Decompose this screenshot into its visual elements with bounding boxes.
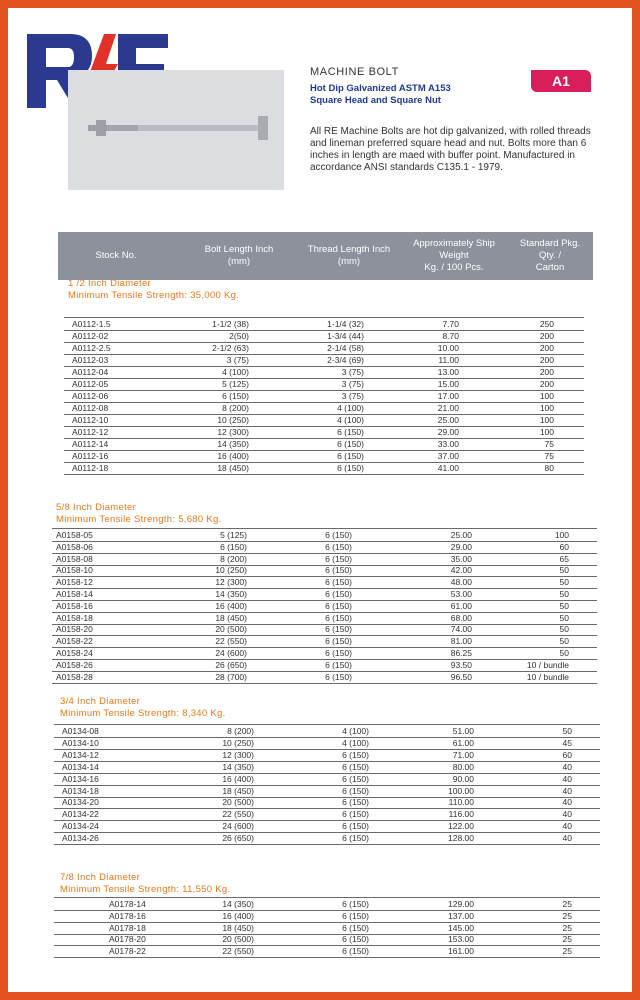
cell-standard-pkg: 10 / bundle — [526, 659, 569, 670]
cell-bolt-length: 16 (400) — [222, 910, 254, 921]
cell-standard-pkg: 60 — [559, 541, 569, 552]
cell-stock-no: A0158-24 — [56, 648, 93, 658]
cell-ship-weight: 81.00 — [450, 636, 472, 647]
cell-ship-weight: 90.00 — [452, 773, 474, 784]
cell-stock-no: A0134-24 — [62, 821, 99, 832]
cell-ship-weight: 33.00 — [437, 439, 459, 449]
catalog-page — [8, 8, 632, 992]
cell-bolt-length: 8 (200) — [222, 403, 249, 413]
col-bolt-length: Bolt Length Inch (mm) — [204, 244, 274, 267]
cell-standard-pkg: 50 — [559, 612, 569, 623]
cell-ship-weight: 10.00 — [437, 343, 459, 353]
cell-bolt-length: 14 (350) — [215, 589, 247, 599]
cell-ship-weight: 53.00 — [450, 589, 472, 599]
cell-bolt-length: 24 (600) — [222, 821, 254, 832]
cell-stock-no: A0134-20 — [62, 797, 99, 808]
cell-thread-length: 3 (75) — [341, 367, 364, 377]
cell-ship-weight: 86.25 — [450, 648, 472, 658]
cell-bolt-length: 5 (125) — [222, 379, 249, 389]
cell-thread-length: 6 (150) — [325, 612, 352, 623]
section-diameter-title: 1 /2 Inch Diameter — [68, 278, 152, 289]
cell-stock-no: A0112-1.5 — [72, 319, 111, 329]
page-title: MACHINE BOLT — [310, 66, 399, 78]
section-tensile-title: Minimum Tensile Strength: 8,340 Kg. — [60, 708, 226, 719]
cell-thread-length: 6 (150) — [325, 659, 352, 670]
cell-thread-length: 2-3/4 (69) — [327, 355, 364, 365]
col-standard-pkg: Standard Pkg. Qty. / Carton — [519, 238, 581, 273]
cell-ship-weight: 100.00 — [448, 785, 474, 796]
cell-ship-weight: 11.00 — [438, 355, 459, 365]
cell-thread-length: 6 (150) — [325, 541, 352, 552]
cell-thread-length: 6 (150) — [342, 833, 369, 844]
cell-ship-weight: 42.00 — [450, 565, 472, 576]
cell-ship-weight: 48.00 — [450, 577, 472, 588]
cell-ship-weight: 68.00 — [450, 612, 472, 623]
cell-stock-no: A0178-22 — [109, 946, 146, 957]
table-row — [64, 462, 584, 475]
cell-standard-pkg: 50 — [562, 726, 572, 736]
cell-bolt-length: 8 (200) — [227, 726, 254, 736]
cell-standard-pkg: 200 — [539, 331, 554, 341]
cell-thread-length: 6 (150) — [342, 922, 369, 933]
cell-standard-pkg: 60 — [562, 749, 572, 760]
table-row — [54, 945, 600, 958]
cell-thread-length: 6 (150) — [325, 553, 352, 564]
cell-thread-length: 6 (150) — [337, 427, 364, 437]
cell-thread-length: 6 (150) — [325, 648, 352, 658]
cell-ship-weight: 145.00 — [448, 922, 474, 933]
cell-thread-length: 1-1/4 (32) — [327, 319, 364, 329]
cell-thread-length: 6 (150) — [342, 946, 369, 957]
cell-stock-no: A0134-14 — [62, 761, 99, 772]
cell-thread-length: 6 (150) — [342, 773, 369, 784]
cell-standard-pkg: 50 — [559, 624, 569, 635]
cell-thread-length: 6 (150) — [342, 821, 369, 832]
cell-stock-no: A0178-14 — [109, 899, 146, 909]
cell-thread-length: 6 (150) — [342, 797, 369, 808]
cell-ship-weight: 41.00 — [437, 463, 459, 473]
cell-ship-weight: 122.00 — [448, 821, 474, 832]
cell-ship-weight: 161.00 — [448, 946, 474, 957]
cell-stock-no: A0158-10 — [56, 565, 93, 576]
cell-standard-pkg: 100 — [539, 403, 554, 413]
cell-stock-no: A0158-26 — [56, 659, 93, 670]
cell-ship-weight: 71.00 — [452, 749, 474, 760]
cell-standard-pkg: 80 — [544, 463, 554, 473]
cell-standard-pkg: 40 — [562, 797, 572, 808]
cell-bolt-length: 28 (700) — [215, 671, 247, 682]
cell-standard-pkg: 40 — [562, 821, 572, 832]
cell-bolt-length: 2-1/2 (63) — [212, 343, 249, 353]
cell-standard-pkg: 100 — [554, 530, 569, 540]
section-tensile-title: Minimum Tensile Strength: 35,000 Kg. — [68, 290, 240, 301]
cell-standard-pkg: 25 — [562, 899, 572, 909]
cell-thread-length: 4 (100) — [337, 403, 364, 413]
cell-standard-pkg: 50 — [559, 648, 569, 658]
cell-stock-no: A0134-10 — [62, 737, 99, 748]
cell-bolt-length: 20 (500) — [222, 934, 254, 945]
cell-thread-length: 4 (100) — [342, 737, 369, 748]
cell-ship-weight: 37.00 — [437, 451, 459, 461]
cell-thread-length: 6 (150) — [325, 589, 352, 599]
cell-standard-pkg: 200 — [539, 355, 554, 365]
col-thread-length: Thread Length Inch (mm) — [307, 244, 391, 267]
cell-stock-no: A0158-06 — [56, 541, 93, 552]
cell-ship-weight: 13.00 — [437, 367, 459, 377]
cell-bolt-length: 20 (500) — [215, 624, 247, 635]
cell-stock-no: A0178-20 — [109, 934, 146, 945]
cell-thread-length: 6 (150) — [325, 577, 352, 588]
cell-thread-length: 6 (150) — [342, 934, 369, 945]
cell-bolt-length: 14 (350) — [222, 899, 254, 909]
subtitle-galvanized: Hot Dip Galvanized ASTM A153 — [310, 83, 451, 94]
cell-standard-pkg: 100 — [539, 391, 554, 401]
cell-thread-length: 6 (150) — [325, 600, 352, 611]
cell-ship-weight: 25.00 — [450, 530, 472, 540]
table-header — [58, 232, 593, 280]
cell-bolt-length: 8 (200) — [220, 553, 247, 564]
cell-stock-no: A0158-08 — [56, 553, 93, 564]
cell-ship-weight: 15.00 — [437, 379, 459, 389]
cell-standard-pkg: 50 — [559, 636, 569, 647]
section-diameter-title: 7/8 Inch Diameter — [60, 872, 141, 883]
table-row — [52, 671, 597, 684]
cell-ship-weight: 8.70 — [442, 331, 459, 341]
cell-thread-length: 4 (100) — [337, 415, 364, 425]
cell-thread-length: 6 (150) — [337, 463, 364, 473]
cell-ship-weight: 93.50 — [450, 659, 472, 670]
cell-standard-pkg: 75 — [544, 439, 554, 449]
cell-standard-pkg: 25 — [562, 922, 572, 933]
cell-stock-no: A0178-16 — [109, 910, 146, 921]
cell-ship-weight: 35.00 — [450, 553, 472, 564]
cell-standard-pkg: 200 — [539, 367, 554, 377]
cell-stock-no: A0158-16 — [56, 600, 93, 611]
cell-ship-weight: 61.00 — [450, 600, 472, 611]
cell-standard-pkg: 100 — [539, 427, 554, 437]
cell-stock-no: A0134-26 — [62, 833, 99, 844]
cell-ship-weight: 29.00 — [450, 541, 472, 552]
cell-standard-pkg: 40 — [562, 785, 572, 796]
cell-bolt-length: 18 (450) — [215, 612, 247, 623]
cell-ship-weight: 29.00 — [437, 427, 459, 437]
cell-standard-pkg: 10 / bundle — [526, 671, 569, 682]
cell-ship-weight: 129.00 — [448, 899, 474, 909]
cell-thread-length: 3 (75) — [341, 379, 364, 389]
cell-bolt-length: 22 (550) — [215, 636, 247, 647]
cell-bolt-length: 10 (250) — [215, 565, 247, 576]
cell-ship-weight: 17.00 — [437, 391, 459, 401]
cell-stock-no: A0112-04 — [72, 367, 109, 377]
cell-standard-pkg: 45 — [562, 737, 572, 748]
cell-bolt-length: 10 (250) — [222, 737, 254, 748]
cell-stock-no: A0112-14 — [72, 439, 109, 449]
cell-bolt-length: 3 (75) — [226, 355, 249, 365]
cell-ship-weight: 110.00 — [448, 797, 474, 808]
cell-thread-length: 6 (150) — [342, 910, 369, 921]
page-badge: A1 — [531, 70, 591, 92]
cell-standard-pkg: 25 — [562, 910, 572, 921]
cell-stock-no: A0112-16 — [72, 451, 109, 461]
cell-bolt-length: 6 (150) — [220, 541, 247, 552]
cell-stock-no: A0178-18 — [109, 922, 146, 933]
product-description: All RE Machine Bolts are hot dip galvanized, with rolled threads and lineman preferred square head and nut. Bolts more than 6 inches in length are maed with buffer point. Manufactured in accordance ANSI standards C135.1 - 1979. — [310, 126, 591, 173]
cell-thread-length: 6 (150) — [325, 530, 352, 540]
cell-stock-no: A0134-16 — [62, 773, 99, 784]
cell-ship-weight: 74.00 — [450, 624, 472, 635]
cell-thread-length: 1-3/4 (44) — [327, 331, 364, 341]
cell-thread-length: 6 (150) — [342, 899, 369, 909]
cell-stock-no: A0134-08 — [62, 726, 99, 736]
cell-stock-no: A0158-12 — [56, 577, 93, 588]
cell-standard-pkg: 50 — [559, 565, 569, 576]
cell-stock-no: A0112-12 — [72, 427, 109, 437]
cell-thread-length: 6 (150) — [342, 809, 369, 820]
cell-standard-pkg: 25 — [562, 934, 572, 945]
cell-stock-no: A0158-18 — [56, 612, 93, 623]
cell-bolt-length: 10 (250) — [217, 415, 249, 425]
cell-standard-pkg: 50 — [559, 577, 569, 588]
cell-stock-no: A0112-18 — [72, 463, 109, 473]
cell-bolt-length: 2(50) — [229, 331, 249, 341]
cell-stock-no: A0158-28 — [56, 671, 93, 682]
cell-thread-length: 6 (150) — [342, 761, 369, 772]
cell-thread-length: 6 (150) — [342, 749, 369, 760]
cell-bolt-length: 12 (300) — [222, 749, 254, 760]
cell-thread-length: 6 (150) — [342, 785, 369, 796]
cell-standard-pkg: 40 — [562, 809, 572, 820]
cell-bolt-length: 16 (400) — [222, 773, 254, 784]
cell-thread-length: 3 (75) — [341, 391, 364, 401]
cell-bolt-length: 14 (350) — [222, 761, 254, 772]
cell-stock-no: A0134-18 — [62, 785, 99, 796]
cell-stock-no: A0158-22 — [56, 636, 93, 647]
cell-bolt-length: 20 (500) — [222, 797, 254, 808]
cell-bolt-length: 18 (450) — [217, 463, 249, 473]
cell-stock-no: A0112-03 — [72, 355, 109, 365]
cell-thread-length: 6 (150) — [325, 624, 352, 635]
cell-standard-pkg: 200 — [539, 343, 554, 353]
cell-bolt-length: 18 (450) — [222, 922, 254, 933]
cell-bolt-length: 12 (300) — [217, 427, 249, 437]
cell-bolt-length: 1-1/2 (38) — [212, 319, 249, 329]
cell-bolt-length: 24 (600) — [215, 648, 247, 658]
cell-bolt-length: 26 (650) — [222, 833, 254, 844]
subtitle-head-nut: Square Head and Square Nut — [310, 95, 441, 106]
cell-bolt-length: 18 (450) — [222, 785, 254, 796]
cell-stock-no: A0112-2.5 — [72, 343, 111, 353]
cell-standard-pkg: 40 — [562, 761, 572, 772]
cell-standard-pkg: 40 — [562, 833, 572, 844]
cell-thread-length: 6 (150) — [325, 565, 352, 576]
cell-thread-length: 6 (150) — [325, 671, 352, 682]
cell-bolt-length: 22 (550) — [222, 809, 254, 820]
cell-ship-weight: 116.00 — [448, 809, 474, 820]
cell-ship-weight: 7.70 — [442, 319, 459, 329]
cell-ship-weight: 25.00 — [437, 415, 459, 425]
section-diameter-title: 5/8 Inch Diameter — [56, 502, 137, 513]
cell-bolt-length: 6 (150) — [222, 391, 249, 401]
col-stock: Stock No. — [95, 250, 137, 261]
cell-ship-weight: 153.00 — [448, 934, 474, 945]
cell-stock-no: A0134-12 — [62, 749, 99, 760]
cell-standard-pkg: 40 — [562, 773, 572, 784]
cell-ship-weight: 137.00 — [448, 910, 474, 921]
cell-stock-no: A0112-06 — [72, 391, 109, 401]
cell-thread-length: 2-1/4 (58) — [327, 343, 364, 353]
cell-standard-pkg: 250 — [539, 319, 554, 329]
cell-bolt-length: 12 (300) — [215, 577, 247, 588]
cell-thread-length: 6 (150) — [337, 439, 364, 449]
cell-standard-pkg: 50 — [559, 589, 569, 599]
bolt-icon — [68, 70, 284, 190]
cell-bolt-length: 16 (400) — [217, 451, 249, 461]
cell-ship-weight: 80.00 — [452, 761, 474, 772]
cell-ship-weight: 51.00 — [452, 726, 474, 736]
cell-stock-no: A0158-05 — [56, 530, 93, 540]
cell-stock-no: A0158-14 — [56, 589, 93, 599]
cell-stock-no: A0134-22 — [62, 809, 99, 820]
cell-standard-pkg: 100 — [539, 415, 554, 425]
cell-bolt-length: 4 (100) — [222, 367, 249, 377]
cell-stock-no: A0112-05 — [72, 379, 109, 389]
cell-thread-length: 6 (150) — [325, 636, 352, 647]
section-diameter-title: 3/4 Inch Diameter — [60, 696, 141, 707]
cell-ship-weight: 61.00 — [452, 737, 474, 748]
cell-stock-no: A0158-20 — [56, 624, 93, 635]
cell-standard-pkg: 75 — [544, 451, 554, 461]
cell-ship-weight: 96.50 — [450, 671, 472, 682]
cell-standard-pkg: 50 — [559, 600, 569, 611]
cell-ship-weight: 128.00 — [448, 833, 474, 844]
cell-stock-no: A0112-08 — [72, 403, 109, 413]
cell-stock-no: A0112-10 — [72, 415, 109, 425]
col-ship-weight: Approximately Ship Weight Kg. / 100 Pcs. — [413, 238, 495, 273]
table-row — [54, 832, 600, 845]
cell-thread-length: 6 (150) — [337, 451, 364, 461]
cell-stock-no: A0112-02 — [72, 331, 109, 341]
cell-ship-weight: 21.00 — [437, 403, 459, 413]
cell-standard-pkg: 200 — [539, 379, 554, 389]
cell-thread-length: 4 (100) — [342, 726, 369, 736]
cell-bolt-length: 14 (350) — [217, 439, 249, 449]
cell-bolt-length: 26 (650) — [215, 659, 247, 670]
cell-standard-pkg: 65 — [559, 553, 569, 564]
section-tensile-title: Minimum Tensile Strength: 11,550 Kg. — [60, 884, 231, 895]
cell-bolt-length: 5 (125) — [220, 530, 247, 540]
section-tensile-title: Minimum Tensile Strength: 5,680 Kg. — [56, 514, 222, 525]
cell-bolt-length: 16 (400) — [215, 600, 247, 611]
cell-standard-pkg: 25 — [562, 946, 572, 957]
cell-bolt-length: 22 (550) — [222, 946, 254, 957]
machine-bolt-image — [68, 70, 284, 190]
